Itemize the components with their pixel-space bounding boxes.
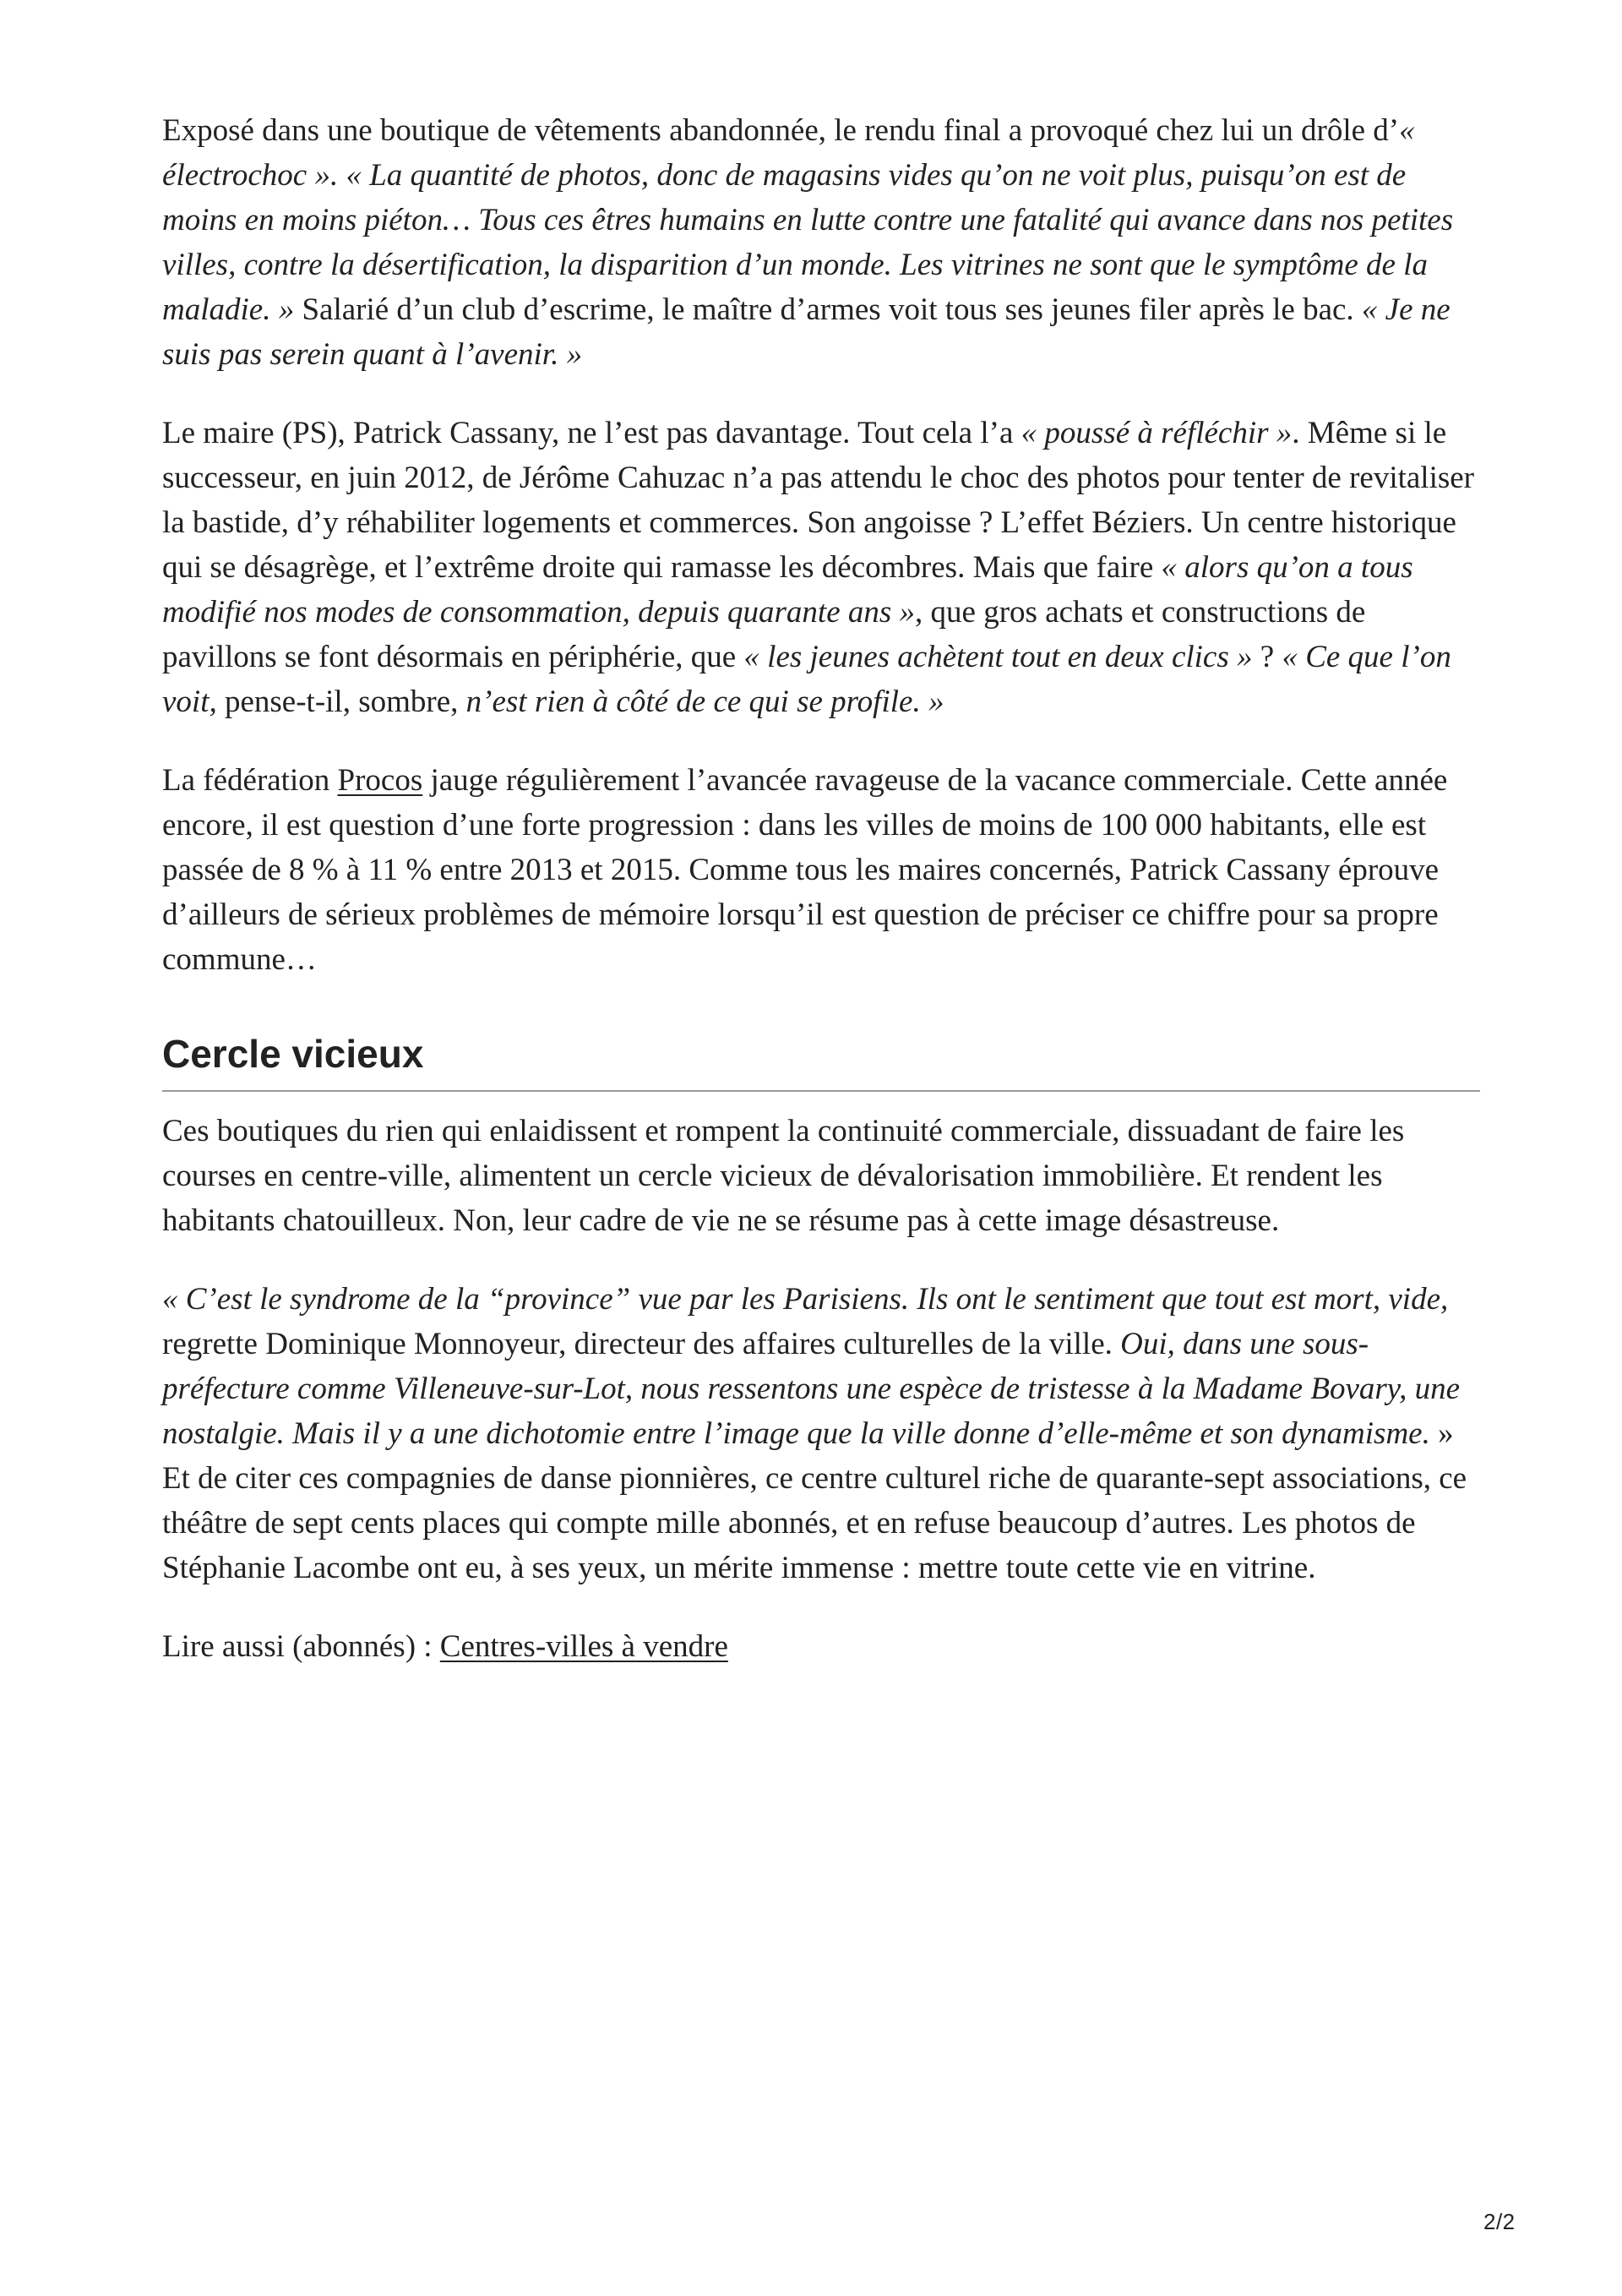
text-run: Le maire (PS), Patrick Cassany, ne l’est pas davantage. Tout cela l’a [162,416,1021,450]
paragraph [162,1277,1480,1590]
paragraph [162,758,1480,982]
procos-link[interactable]: Procos [337,763,423,798]
article-body [162,108,1480,1703]
paragraph: Ces boutiques du rien qui enlaidissent et rompent la continuité commerciale, dissuadant de faire les courses en centre-ville, alimentent un cercle vicieux de dévalorisation immobilière. Et rendent les habitants chatouilleux. Non, leur cadre de vie ne se résume pas à cette image désastreuse. [162,1114,1405,1238]
quote-run: « les jeunes achètent tout en deux clics » [743,640,1253,674]
read-also-prefix: Lire aussi (abonnés) : [162,1629,440,1664]
text-run: Exposé dans une boutique de vêtements abandonnée, le rendu final a provoqué chez lui un drôle d’ [162,113,1400,148]
page-number: 2/2 [1483,2209,1516,2234]
text-run: . Même si le successeur, en juin 2012, de Jérôme Cahuzac n’a pas attendu le choc des photos pour tenter de revitaliser la bastide, d’y réhabiliter logements et commerces. Son angoisse ? L’effet Béziers. Un centre historique qui se désagrège, et l’extrême droite qui ramasse les décombres. Mais que faire [162,416,1475,585]
quote-run: n’est rien à côté de ce qui se profile. » [465,684,944,719]
read-also [162,1624,1480,1669]
quote-run: « Ce que l’on voit, [162,640,1451,719]
quote-run: « poussé à réfléchir » [1021,416,1293,450]
text-run: » Et de citer ces compagnies de danse pionnières, ce centre culturel riche de quarante-sept associations, ce théâtre de sept cents places qui compte mille abonnés, et en refuse beaucoup d’autres. Les photos de Stéphanie Lacombe ont eu, à ses yeux, un mérite immense : mettre toute cette vie en vitrine. [162,1416,1467,1585]
read-also-link[interactable]: Centres-villes à vendre [439,1629,728,1664]
text-run: jauge régulièrement l’avancée ravageuse de la vacance commerciale. Cette année encore, il est question d’une forte progression : dans les villes de moins de 100 000 habitants, elle est passée de 8 % à 11 % entre 2013 et 2015. Comme tous les maires concernés, Patrick Cassany éprouve d’ailleurs de sérieux problèmes de mémoire lorsqu’il est question de préciser ce chiffre pour sa propre commune… [162,763,1448,977]
paragraph [162,108,1480,377]
text-run: pense-t-il, sombre, [216,684,466,719]
quote-run: « C’est le syndrome de la “province” vue par les Parisiens. Ils ont le sentiment que tout est mort, vide, [162,1282,1449,1317]
text-run: La fédération [162,763,338,798]
section-heading: Cercle vicieux [162,1028,1480,1092]
paragraph [162,411,1480,724]
quote-run: « électrochoc ». « La quantité de photos, donc de magasins vides qu’on ne voit plus, puisqu’on est de moins en moins piéton… Tous ces êtres humains en lutte contre une fatalité qui avance dans nos petites villes, contre la désertification, la disparition d’un monde. Les vitrines ne sont que le symptôme de la maladie. » [162,113,1454,327]
text-run: ? [1252,640,1282,674]
quote-run: « alors qu’on a tous modifié nos modes de consommation, depuis quarante ans » [162,550,1413,630]
quote-run: « Je ne suis pas serein quant à l’avenir. » [162,292,1451,372]
text-run: regrette Dominique Monnoyeur, directeur des affaires culturelles de la ville. [162,1327,1121,1361]
quote-run: Oui, dans une sous-préfecture comme Villeneuve-sur-Lot, nous ressentons une espèce de tristesse à la Madame Bovary, une nostalgie. Mais il y a une dichotomie entre l’image que la ville donne d’elle-même et son dynamisme. [162,1327,1461,1451]
text-run: , que gros achats et constructions de pavillons se font désormais en périphérie, que [162,595,1366,674]
text-run: Salarié d’un club d’escrime, le maître d’armes voit tous ses jeunes filer après le bac. [294,292,1362,327]
